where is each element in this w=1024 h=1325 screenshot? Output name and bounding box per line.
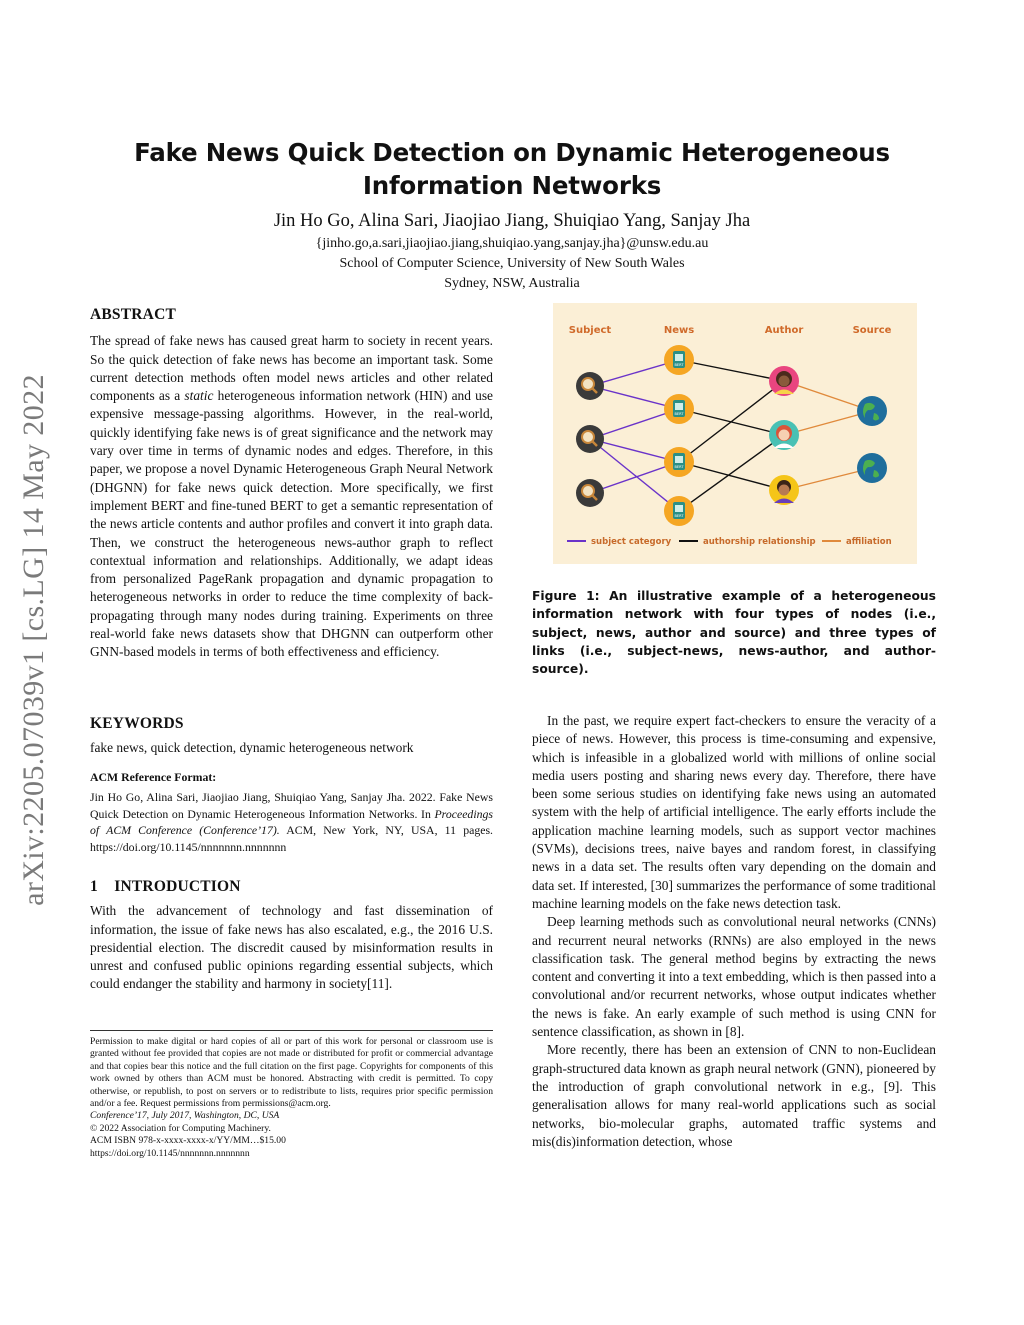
subject-node-3: [576, 479, 604, 507]
svg-text:BERT: BERT: [674, 514, 684, 518]
news-node-3: [664, 447, 694, 477]
affiliation: School of Computer Science, University of New South Wales: [339, 256, 685, 271]
news-node-2: [664, 394, 694, 424]
introduction-section: [90, 878, 493, 994]
introduction-heading: 1 INTRODUCTION: [90, 878, 241, 895]
conference-line: Conference’17, July 2017, Washington, DC, USA: [90, 1110, 280, 1122]
news-author-edges: [679, 360, 784, 511]
abstract-text: The spread of fake news has caused great harm to society in recent years. So the quick detection of fake news has become an important task. Some current detection methods often model news articles and other related components as a static heterogeneous information network (HIN) and use expensive message-passing algorithms. However, in the real-world, quickly identifying fake news is of great significance and the network may vary over time in terms of dynamic nodes and edges. Therefore, in this paper, we propose a novel Dynamic Heterogeneous Graph Neural Network (DHGNN) for fake news quick detection. More specifically, we first implement BERT and fine-tuned BERT to get a semantic representation of the news article contents and author profiles and convert it into graph data. Then, we construct the heterogeneous news-author graph to reflect contextual information and relationships. Additionally, we adapt ideas from personalized PageRank propagation and dynamic propagation to heterogeneous networks in order to reduce the time complexity of back-propagating through many nodes during training. Experiments on three real-world fake news datasets show that DHGNN can outperform other GNN-based models in terms of both effectiveness and efficiency.: [90, 333, 493, 660]
source-node-1: [857, 396, 887, 426]
legend-subject-label: subject category: [591, 537, 672, 547]
arxiv-id: arXiv:2205.07039v1 [cs.LG] 14 May 2022: [17, 374, 50, 906]
paper-title: [100, 136, 924, 202]
author-node-1: [769, 366, 799, 396]
author-emails: {jinho.go,a.sari,jiaojiao.jiang,shuiqiao.yang,sanjay.jha}@unsw.edu.au: [315, 236, 709, 251]
introduction-continued: [532, 712, 936, 1151]
subject-node-1: [576, 372, 604, 400]
keywords-text: fake news, quick detection, dynamic heterogeneous network: [90, 740, 414, 756]
svg-text:BERT: BERT: [674, 412, 684, 416]
permission-footnote: [90, 1036, 493, 1160]
hin-diagram: [553, 303, 917, 564]
abstract-section: [90, 306, 493, 662]
footnote-rule: [90, 1030, 493, 1031]
legend-author-label: authorship relationship: [703, 537, 816, 547]
intro-paragraph-4: More recently, there has been an extension of CNN to non-Euclidean graph-structured data known as graph neural network (GNN), pioneered by the introduction of graph convolutional network in e.g., [9]. This generalisation allows for many real-world applications such as social networks, bio-molecular graphs, automated traffic systems and mis(dis)information detection, whose: [532, 1042, 936, 1149]
keywords-section: [90, 715, 493, 758]
figure-1: [553, 303, 917, 564]
acm-reference-text: Jin Ho Go, Alina Sari, Jiaojiao Jiang, Shuiqiao Yang, Sanjay Jha. 2022. Fake News Quick Detection on Dynamic Heterogeneous Information Networks. In Proceedings of ACM Conference (Conference’17). ACM, New York, NY, USA, 11 pages. https://doi.org/10.1145/nnnnnnn.nnnnnnn: [90, 790, 493, 854]
acm-reference: [90, 768, 493, 855]
abstract-heading: ABSTRACT: [90, 306, 177, 323]
author-node-3: [769, 475, 799, 505]
location: Sydney, NSW, Australia: [444, 276, 580, 291]
isbn-line: ACM ISBN 978-x-xxxx-xxxx-x/YY/MM…$15.00: [90, 1135, 286, 1147]
doi-line: https://doi.org/10.1145/nnnnnnn.nnnnnnn: [90, 1147, 250, 1159]
acm-reference-heading: ACM Reference Format:: [90, 770, 217, 784]
copyright-line: © 2022 Association for Computing Machinery.: [90, 1122, 271, 1134]
permission-text: Permission to make digital or hard copies of all or part of this work for personal or classroom use is granted without fee provided that copies are not made or distributed for profit or commercial advantage and that copies bear this notice and the full citation on the first page. Copyrights for components of this work owned by others than ACM must be honored. Abstracting with credit is permitted. To copy otherwise, or republish, to post on servers or to redistribute to lists, requires prior specific permission and/or a fee. Request permissions from permissions@acm.org.: [90, 1036, 493, 1110]
column-label-subject: Subject: [568, 325, 612, 336]
news-node-1: [664, 345, 694, 375]
figure-1-caption: Figure 1: An illustrative example of a heterogeneous information network with four types of nodes (i.e., subject, news, author and source) and three types of links (i.e., subject-news, news-author, and author-source).: [532, 589, 936, 677]
title-line-1: Fake News Quick Detection on Dynamic Heterogeneous: [134, 138, 890, 167]
author-list: Jin Ho Go, Alina Sari, Jiaojiao Jiang, Shuiqiao Yang, Sanjay Jha: [273, 211, 751, 231]
arxiv-stamp: [4, 330, 64, 950]
intro-paragraph-2: In the past, we require expert fact-checkers to ensure the veracity of a piece of news. However, this process is time-consuming and expensive, which is infeasible in a globalized world with millions of online social media users posting and sharing news every day. Therefore, there have been some serious studies on identifying fake news using an automated system with the help of artificial intelligence. The early efforts include the application machine learning models, such as support vector machines (SVMs), decisions trees, naive bayes and random forest, in classifying news in a data set. The results often vary depending on the domain and data set. If interested, [30] summarizes the performance of some traditional machine learning models on the fake news detection task.: [532, 713, 936, 911]
column-label-news: News: [663, 325, 695, 336]
author-node-2: [769, 420, 799, 450]
column-label-source: Source: [852, 325, 892, 336]
legend-affiliation-label: affiliation: [846, 537, 892, 547]
svg-text:BERT: BERT: [674, 465, 684, 469]
source-node-2: [857, 453, 887, 483]
intro-paragraph-1: With the advancement of technology and fast dissemination of information, the issue of fake news has also escalated, e.g., the 2016 U.S. presidential election. The discredit caused by misinformation results in unrest and confused public opinions regarding essential subjects, which could endanger the stability and harmony in society[11].: [90, 903, 493, 992]
svg-text:BERT: BERT: [674, 363, 684, 367]
column-label-author: Author: [764, 325, 804, 336]
intro-paragraph-3: Deep learning methods such as convolutional neural networks (CNNs) and recurrent neural networks (RNNs) are also employed in the news classification task. The general method begins by extracting the news content and converting it into a text embedding, which is then passed into a convolutional and/or recurrent networks, whose output indicates whether the news is fake. An early example of such method is using CNN for sentence classification, as shown in [8].: [532, 914, 936, 1040]
title-line-2: Information Networks: [362, 171, 662, 200]
subject-node-2: [576, 425, 604, 453]
news-node-4: [664, 496, 694, 526]
keywords-heading: KEYWORDS: [90, 715, 184, 732]
